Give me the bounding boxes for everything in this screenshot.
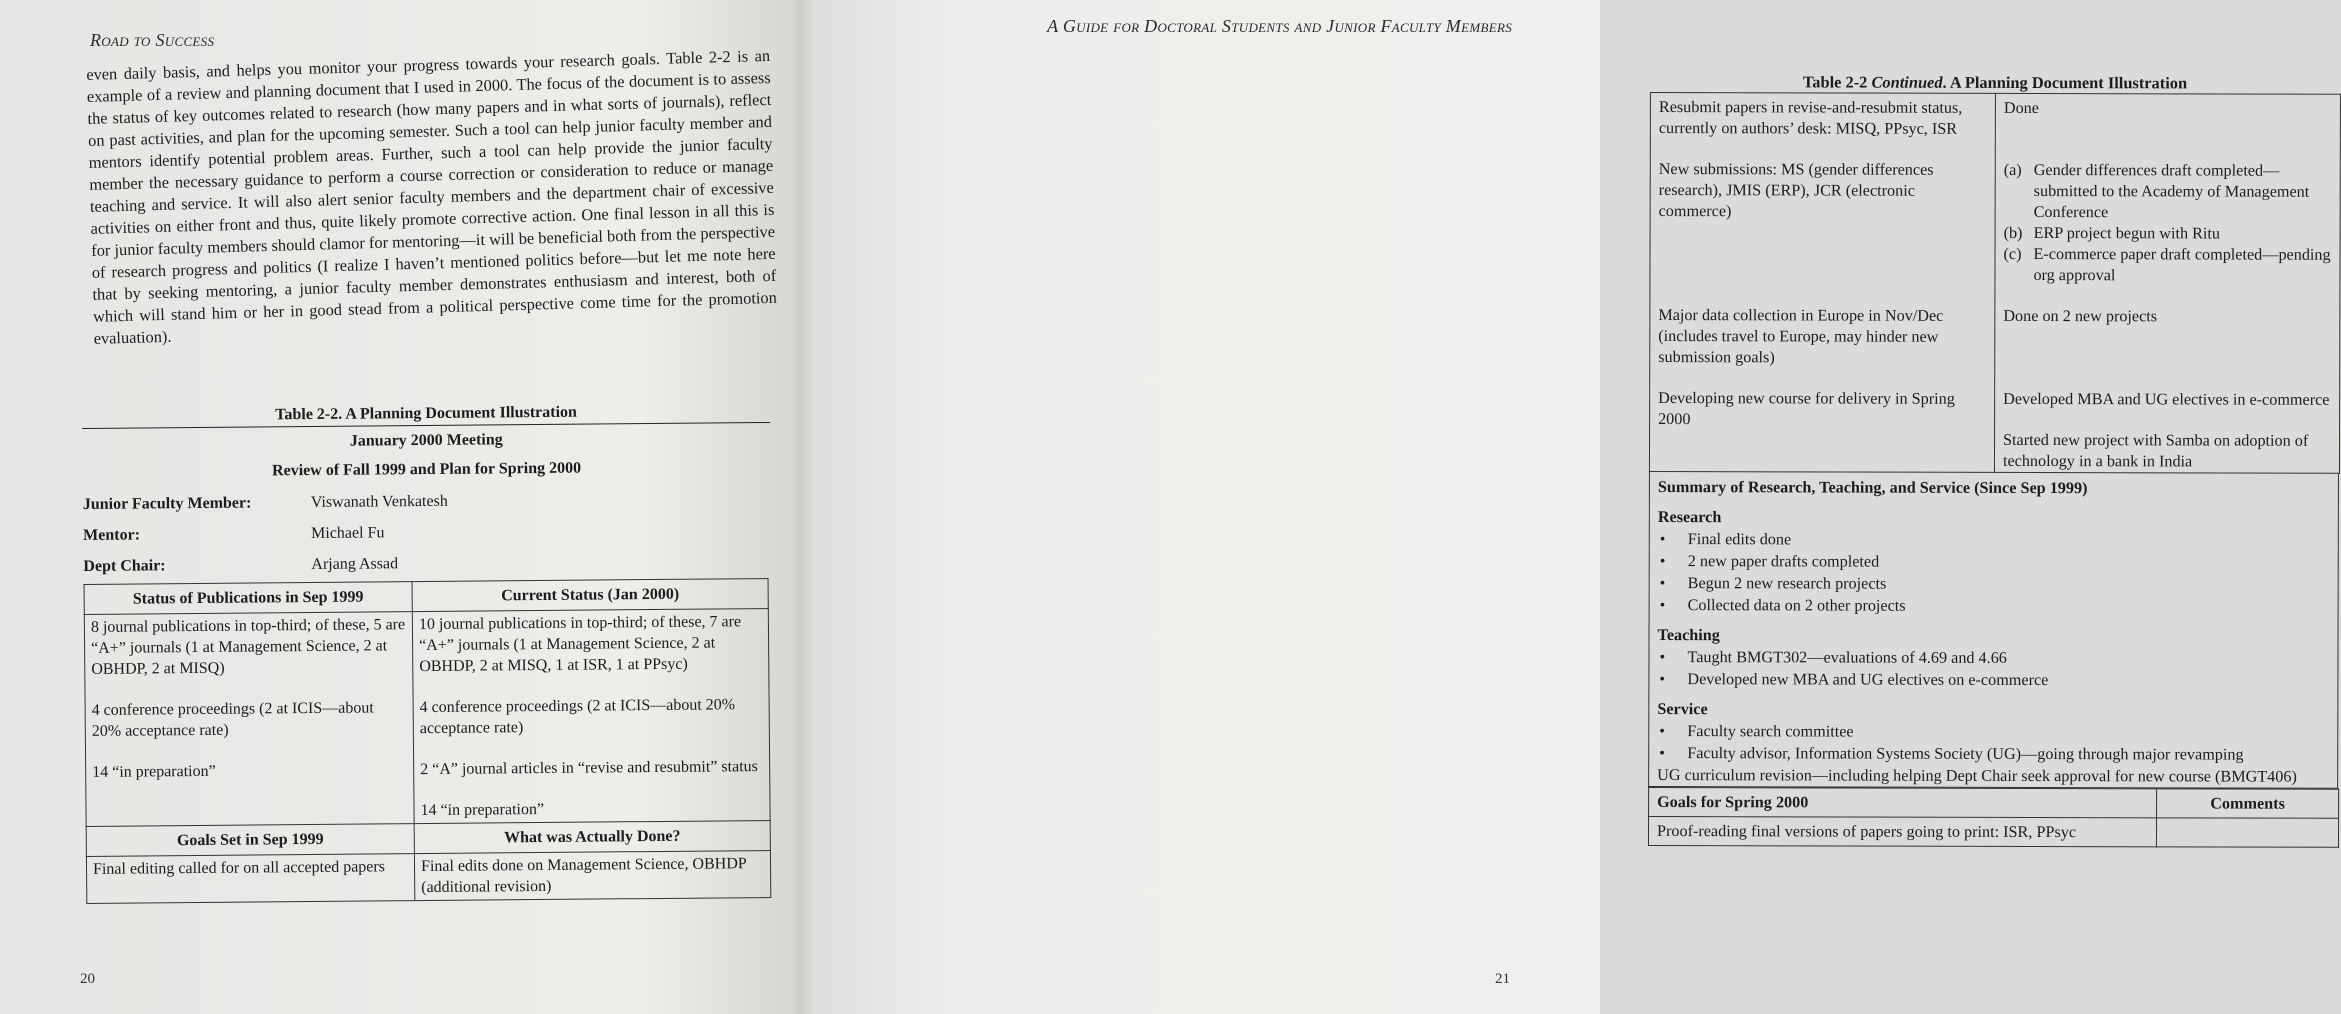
list-item — [1658, 594, 2330, 618]
item-text: E-commerce paper draft completed—pending org approval — [2033, 245, 2331, 285]
service-heading: Service — [1657, 700, 1708, 719]
item-text: Gender differences draft completed—submitted to the Academy of Management Conference — [2033, 161, 2310, 222]
cell-text: 14 “in preparation” — [92, 762, 216, 781]
left-page — [0, 0, 800, 1014]
continued-table — [1649, 92, 2341, 474]
bullet-icon: • — [1659, 670, 1666, 689]
header-goals-sep-1999: Goals Set in Sep 1999 — [86, 824, 414, 857]
spring-goal-cell: Proof-reading final versions of papers going to print: ISR, PPsyc — [1648, 816, 2156, 846]
right-page — [800, 0, 2331, 1014]
list-item — [1657, 646, 2329, 670]
item-text: ERP project begun with Ritu — [2033, 224, 2221, 243]
cell-text: 2 “A” journal articles in “revise and resubmit” status — [420, 758, 758, 779]
page-number-right: 21 — [1495, 971, 1510, 987]
list-item — [1657, 742, 2329, 766]
done-sublist — [2003, 160, 2331, 287]
table-row — [1650, 305, 2340, 370]
done-cell — [1995, 160, 2340, 287]
planning-table-continued — [1648, 72, 2340, 848]
item-marker: (a) — [2003, 160, 2022, 179]
service-list — [1657, 720, 2329, 766]
goal-cell: Final editing called for on all accepted papers — [86, 854, 414, 904]
person-label: Dept Chair: — [83, 557, 166, 575]
done-cell: Done on 2 new projects — [1995, 306, 2340, 370]
meeting-title: January 2000 Meeting — [349, 431, 503, 450]
item-text: Taught BMGT302—evaluations of 4.69 and 4.66 — [1687, 648, 2007, 667]
goal-cell: New submissions: MS (gender differences research), JMIS (ERP), JCR (electronic commerce) — [1650, 159, 1995, 286]
list-item — [2004, 160, 2332, 224]
goal-cell: Resubmit papers in revise-and-resubmit status, currently on authors’ desk: MISQ, PPsyc, ISR — [1650, 93, 1995, 140]
summary-heading: Summary of Research, Teaching, and Service (Since Sep 1999) — [1657, 478, 2088, 498]
person-label: Mentor: — [83, 526, 141, 544]
person-label: Junior Faculty Member: — [82, 494, 252, 513]
person-value: Viswanath Venkatesh — [310, 492, 448, 512]
header-status-jan-2000: Current Status (Jan 2000) — [412, 579, 768, 612]
cell-text: 10 journal publications in top-third; of these, 7 are “A+” journals (1 at Management Science, 2 at OBHDP, 2 at MISQ, 1 at ISR, 1 at PPsyc) — [418, 613, 742, 676]
table-caption-continued — [1650, 72, 2340, 94]
running-head-right: A Guide for Doctoral Students and Junior Faculty Members — [1047, 16, 1512, 36]
item-marker: (b) — [2003, 223, 2023, 242]
item-text: 2 new paper drafts completed — [1687, 552, 1880, 571]
list-item — [2003, 244, 2331, 287]
bullet-icon: • — [1659, 596, 1666, 615]
header-comments: Comments — [2157, 789, 2339, 818]
goal-cell: Developing new course for delivery in Spring 2000 — [1649, 388, 1994, 472]
table-row — [1650, 93, 2340, 141]
table-row — [1649, 388, 2339, 473]
research-list — [1658, 528, 2330, 618]
cell-text: 14 “in preparation” — [420, 800, 545, 820]
done-cell: Done — [1995, 93, 2340, 140]
item-text: Collected data on 2 other projects — [1687, 596, 1906, 615]
teaching-list — [1657, 646, 2329, 692]
status-sep-1999-cell — [84, 612, 414, 827]
body-paragraph: even daily basis, and helps you monitor your progress towards your research goals. Table 2-2 is an example of a review and planning document that I used in 2000. The focus of the document is to assess the status of key outcomes related to research (how many papers and in what sorts of journals), reflect on past activities, and plan for the upcoming semester. Such a tool can help junior faculty member and mentors identify potential problem areas. Further, such a tool can help provide the junior faculty member the necessary guidance to perform a course correction or consideration to reduce or manage teaching and service. It will also alert senior faculty members and the department chair of excessive activities on either front and thus, quite likely promote corrective action. One final lesson in all this is for junior faculty members should clamor for mentoring—it will be beneficial both from the perspective of research progress and politics (I realize I haven’t mentioned politics before—but let me note here that by seeking mentoring, a junior faculty member demonstrates enthusiasm and interest, both of which will stand him or her in good stead from a political perspective come time for the promotion evaluation). — [86, 45, 778, 348]
summary-section — [1648, 472, 2339, 789]
done-text: Developed MBA and UG electives in e-commerce — [2003, 389, 2330, 409]
person-value: Michael Fu — [311, 524, 385, 543]
bullet-icon: • — [1659, 722, 1665, 741]
done-extra-text: Started new project with Samba on adoption of technology in a bank in India — [2002, 430, 2309, 471]
publications-table — [84, 578, 772, 904]
item-text: Final edits done — [1687, 530, 1792, 549]
status-jan-2000-cell — [412, 609, 770, 824]
list-item — [1658, 528, 2330, 552]
planning-table — [82, 401, 774, 904]
list-item — [1658, 550, 2330, 574]
list-item — [1657, 720, 2329, 744]
caption-prefix: Table 2-2 — [1802, 72, 1872, 92]
review-title: Review of Fall 1999 and Plan for Spring 2000 — [271, 459, 582, 480]
person-value: Arjang Assad — [311, 555, 399, 574]
research-heading: Research — [1657, 508, 1722, 527]
spring-comment-cell — [2156, 818, 2338, 847]
table-caption: Table 2-2. A Planning Document Illustration — [275, 403, 577, 424]
item-text: Developed new MBA and UG electives on e-commerce — [1687, 670, 2049, 690]
running-head-left: Road to Success — [90, 30, 215, 50]
caption-suffix: . A Planning Document Illustration — [1942, 72, 2188, 93]
item-text: Faculty search committee — [1687, 722, 1854, 741]
header-goals-spring-2000: Goals for Spring 2000 — [1649, 787, 2157, 817]
item-marker: (c) — [2003, 244, 2022, 263]
done-cell: Final edits done on Management Science, OBHDP (additional revision) — [414, 851, 770, 901]
bullet-icon: • — [1659, 530, 1666, 549]
teaching-heading: Teaching — [1657, 626, 1720, 645]
list-item — [1658, 572, 2330, 596]
header-status-sep-1999: Status of Publications in Sep 1999 — [84, 582, 412, 615]
item-text: Begun 2 new research projects — [1687, 574, 1887, 593]
people-list — [83, 483, 772, 582]
cell-text: 4 conference proceedings (2 at ICIS—about 20% acceptance rate) — [91, 699, 374, 740]
goal-cell: Major data collection in Europe in Nov/Dec (includes travel to Europe, may hinder new submission goals) — [1650, 305, 1995, 369]
caption-italic: Continued — [1871, 72, 1943, 92]
bullet-icon: • — [1659, 648, 1666, 667]
spring-goals-table — [1648, 787, 2339, 848]
bullet-icon: • — [1659, 744, 1665, 763]
person-row — [83, 545, 771, 582]
table-row — [1650, 159, 2340, 287]
service-continuation: UG curriculum revision—including helping Dept Chair seek approval for new course (BMGT406) — [1657, 766, 2297, 786]
page-number-left: 20 — [80, 971, 95, 987]
cell-text: 8 journal publications in top-third; of these, 5 are “A+” journals (1 at Management Science, 2 at OBHDP, 2 at MISQ) — [90, 616, 406, 678]
list-item — [1657, 668, 2329, 692]
list-item — [2004, 223, 2332, 245]
done-cell — [1994, 389, 2339, 473]
bullet-icon: • — [1659, 574, 1666, 593]
bullet-icon: • — [1659, 552, 1666, 571]
header-actually-done: What was Actually Done? — [414, 821, 770, 854]
item-text: Faculty advisor, Information Systems Society (UG)—going through major revamping — [1687, 744, 2244, 764]
cell-text: 4 conference proceedings (2 at ICIS—about 20% acceptance rate) — [419, 696, 736, 738]
